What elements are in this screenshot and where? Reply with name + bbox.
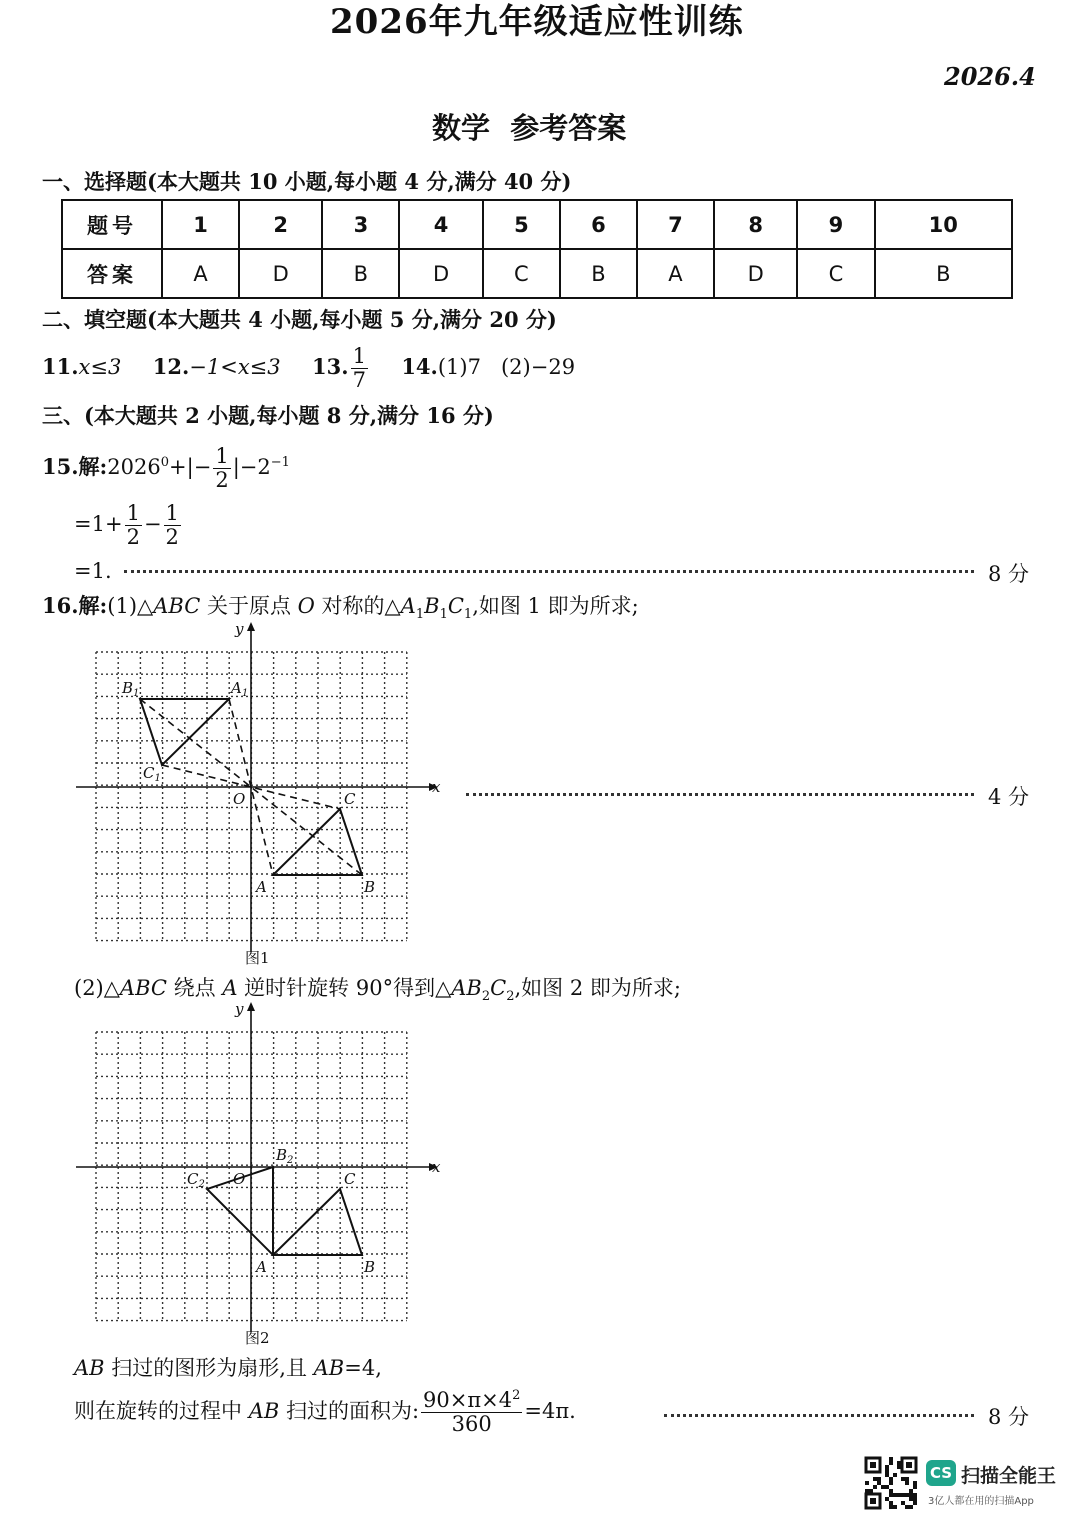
table-cell: 9 bbox=[797, 200, 874, 249]
fraction-half: $\frac{1}{2}$ bbox=[215, 443, 229, 492]
area-fraction: $\frac{90\times\pi\times 4^2}{360}$ bbox=[423, 1387, 521, 1436]
section1-heading: 一、选择题(本大题共 10 小题,每小题 4 分,满分 40 分) bbox=[42, 169, 572, 194]
table-cell: C bbox=[483, 249, 560, 298]
fig1-score: 4 分 bbox=[988, 785, 1030, 809]
dot-leader bbox=[124, 570, 974, 573]
table-cell: 8 bbox=[714, 200, 797, 249]
label-x: x bbox=[432, 1158, 441, 1176]
row-label-answer: 答案 bbox=[62, 249, 162, 298]
table-cell: A bbox=[162, 249, 239, 298]
q11-label: 11. bbox=[42, 354, 79, 379]
q15-expression: 15.解$:2026^0+|-$ $\frac{1}{2}$ $|-2^{-1}$ bbox=[42, 443, 290, 492]
q12-answer: −1<x≤3 bbox=[189, 355, 281, 379]
label-o: O bbox=[233, 790, 246, 808]
label-a: A bbox=[256, 878, 267, 896]
label-a1: $A_1$ bbox=[231, 679, 249, 699]
table-cell: 5 bbox=[483, 200, 560, 249]
table-cell: 7 bbox=[637, 200, 714, 249]
label-b: B bbox=[364, 1258, 376, 1276]
qr-code bbox=[864, 1456, 918, 1510]
q14-label: 14. bbox=[401, 354, 438, 379]
q16-part4: 则在旋转的过程中 AB 扫过的面积为: $\frac{90\times\pi\times 4^2}{360}$ =4π. bbox=[74, 1387, 576, 1436]
table-cell: D bbox=[399, 249, 482, 298]
table-cell: C bbox=[797, 249, 874, 298]
row-label-number: 题号 bbox=[62, 200, 162, 249]
label-c2: $C_2$ bbox=[187, 1170, 205, 1190]
table-cell: B bbox=[560, 249, 637, 298]
figure-1-caption: 图1 bbox=[245, 949, 270, 967]
dot-leader bbox=[466, 793, 974, 796]
fill-answers bbox=[42, 340, 575, 394]
label-c: C bbox=[344, 790, 356, 808]
table-cell: B bbox=[322, 249, 399, 298]
table-cell: 1 bbox=[162, 200, 239, 249]
label-y: y bbox=[235, 620, 244, 638]
q16-label: 16.解: bbox=[42, 593, 108, 618]
doc-title: 2026年九年级适应性训练 bbox=[330, 2, 744, 42]
section3-heading: 三、(本大题共 2 小题,每小题 8 分,满分 16 分) bbox=[42, 403, 494, 428]
figure-1 bbox=[70, 618, 450, 968]
table-cell: D bbox=[714, 249, 797, 298]
section2-heading: 二、填空题(本大题共 4 小题,每小题 5 分,满分 20 分) bbox=[42, 307, 557, 332]
dot-leader bbox=[664, 1414, 974, 1417]
figure-2-caption: 图2 bbox=[245, 1329, 270, 1347]
table-cell: D bbox=[239, 249, 322, 298]
table-cell: 3 bbox=[322, 200, 399, 249]
q15-step2: =1. bbox=[74, 559, 112, 583]
q16-part2: (2)△ABC 绕点 A 逆时针旋转 90°得到$\triangle AB_2C_2$,如图 2 即为所求; bbox=[74, 976, 681, 1005]
q11-answer: x≤3 bbox=[78, 355, 122, 379]
label-a: A bbox=[256, 1258, 267, 1276]
fraction-half: $\frac{1}{2}$ bbox=[165, 500, 179, 549]
table-cell: 10 bbox=[875, 200, 1012, 249]
q13-fraction: $\frac{1}{7}$ bbox=[352, 343, 366, 392]
label-b1: $B_1$ bbox=[122, 679, 140, 699]
q15-score: 8 分 bbox=[988, 562, 1030, 586]
label-b: B bbox=[364, 878, 376, 896]
q13-label: 13. bbox=[312, 354, 349, 379]
label-o: O bbox=[233, 1170, 246, 1188]
table-cell: 4 bbox=[399, 200, 482, 249]
q16-score: 8 分 bbox=[988, 1405, 1030, 1429]
table-cell: 2 bbox=[239, 200, 322, 249]
fraction-half: $\frac{1}{2}$ bbox=[126, 500, 140, 549]
table-cell: A bbox=[637, 249, 714, 298]
doc-subtitle: 数学 参考答案 bbox=[432, 111, 627, 145]
table-cell: B bbox=[875, 249, 1012, 298]
figure-2 bbox=[70, 998, 450, 1348]
label-c1: $C_1$ bbox=[143, 764, 161, 784]
q16-part3: AB 扫过的图形为扇形,且 AB=4, bbox=[74, 1356, 382, 1380]
q14-answer: (1)7 (2)−29 bbox=[437, 355, 576, 379]
q16-part1: 16.解:(1)△ABC 关于原点 O 对称的$\triangle A_1B_1C_1$,如图 1 即为所求; bbox=[42, 593, 639, 623]
doc-date: 2026.4 bbox=[944, 62, 1036, 91]
label-x: x bbox=[432, 778, 441, 796]
y-axis-arrow bbox=[247, 622, 255, 631]
scanner-app-name: 扫描全能王 bbox=[961, 1465, 1057, 1487]
q12-label: 12. bbox=[152, 354, 190, 379]
label-c: C bbox=[344, 1170, 356, 1188]
label-y: y bbox=[235, 1000, 244, 1018]
q15-step1: =1+ $\frac{1}{2}$ − $\frac{1}{2}$ bbox=[74, 500, 179, 549]
q15-label: 15.解: bbox=[42, 454, 108, 479]
scanner-tagline: 3亿人都在用的扫描App bbox=[928, 1496, 1034, 1507]
y-axis-arrow bbox=[247, 1002, 255, 1011]
scanner-logo: CS bbox=[926, 1460, 956, 1486]
answer-table bbox=[61, 199, 1013, 299]
label-b2: $B_2$ bbox=[276, 1146, 294, 1166]
table-cell: 6 bbox=[560, 200, 637, 249]
